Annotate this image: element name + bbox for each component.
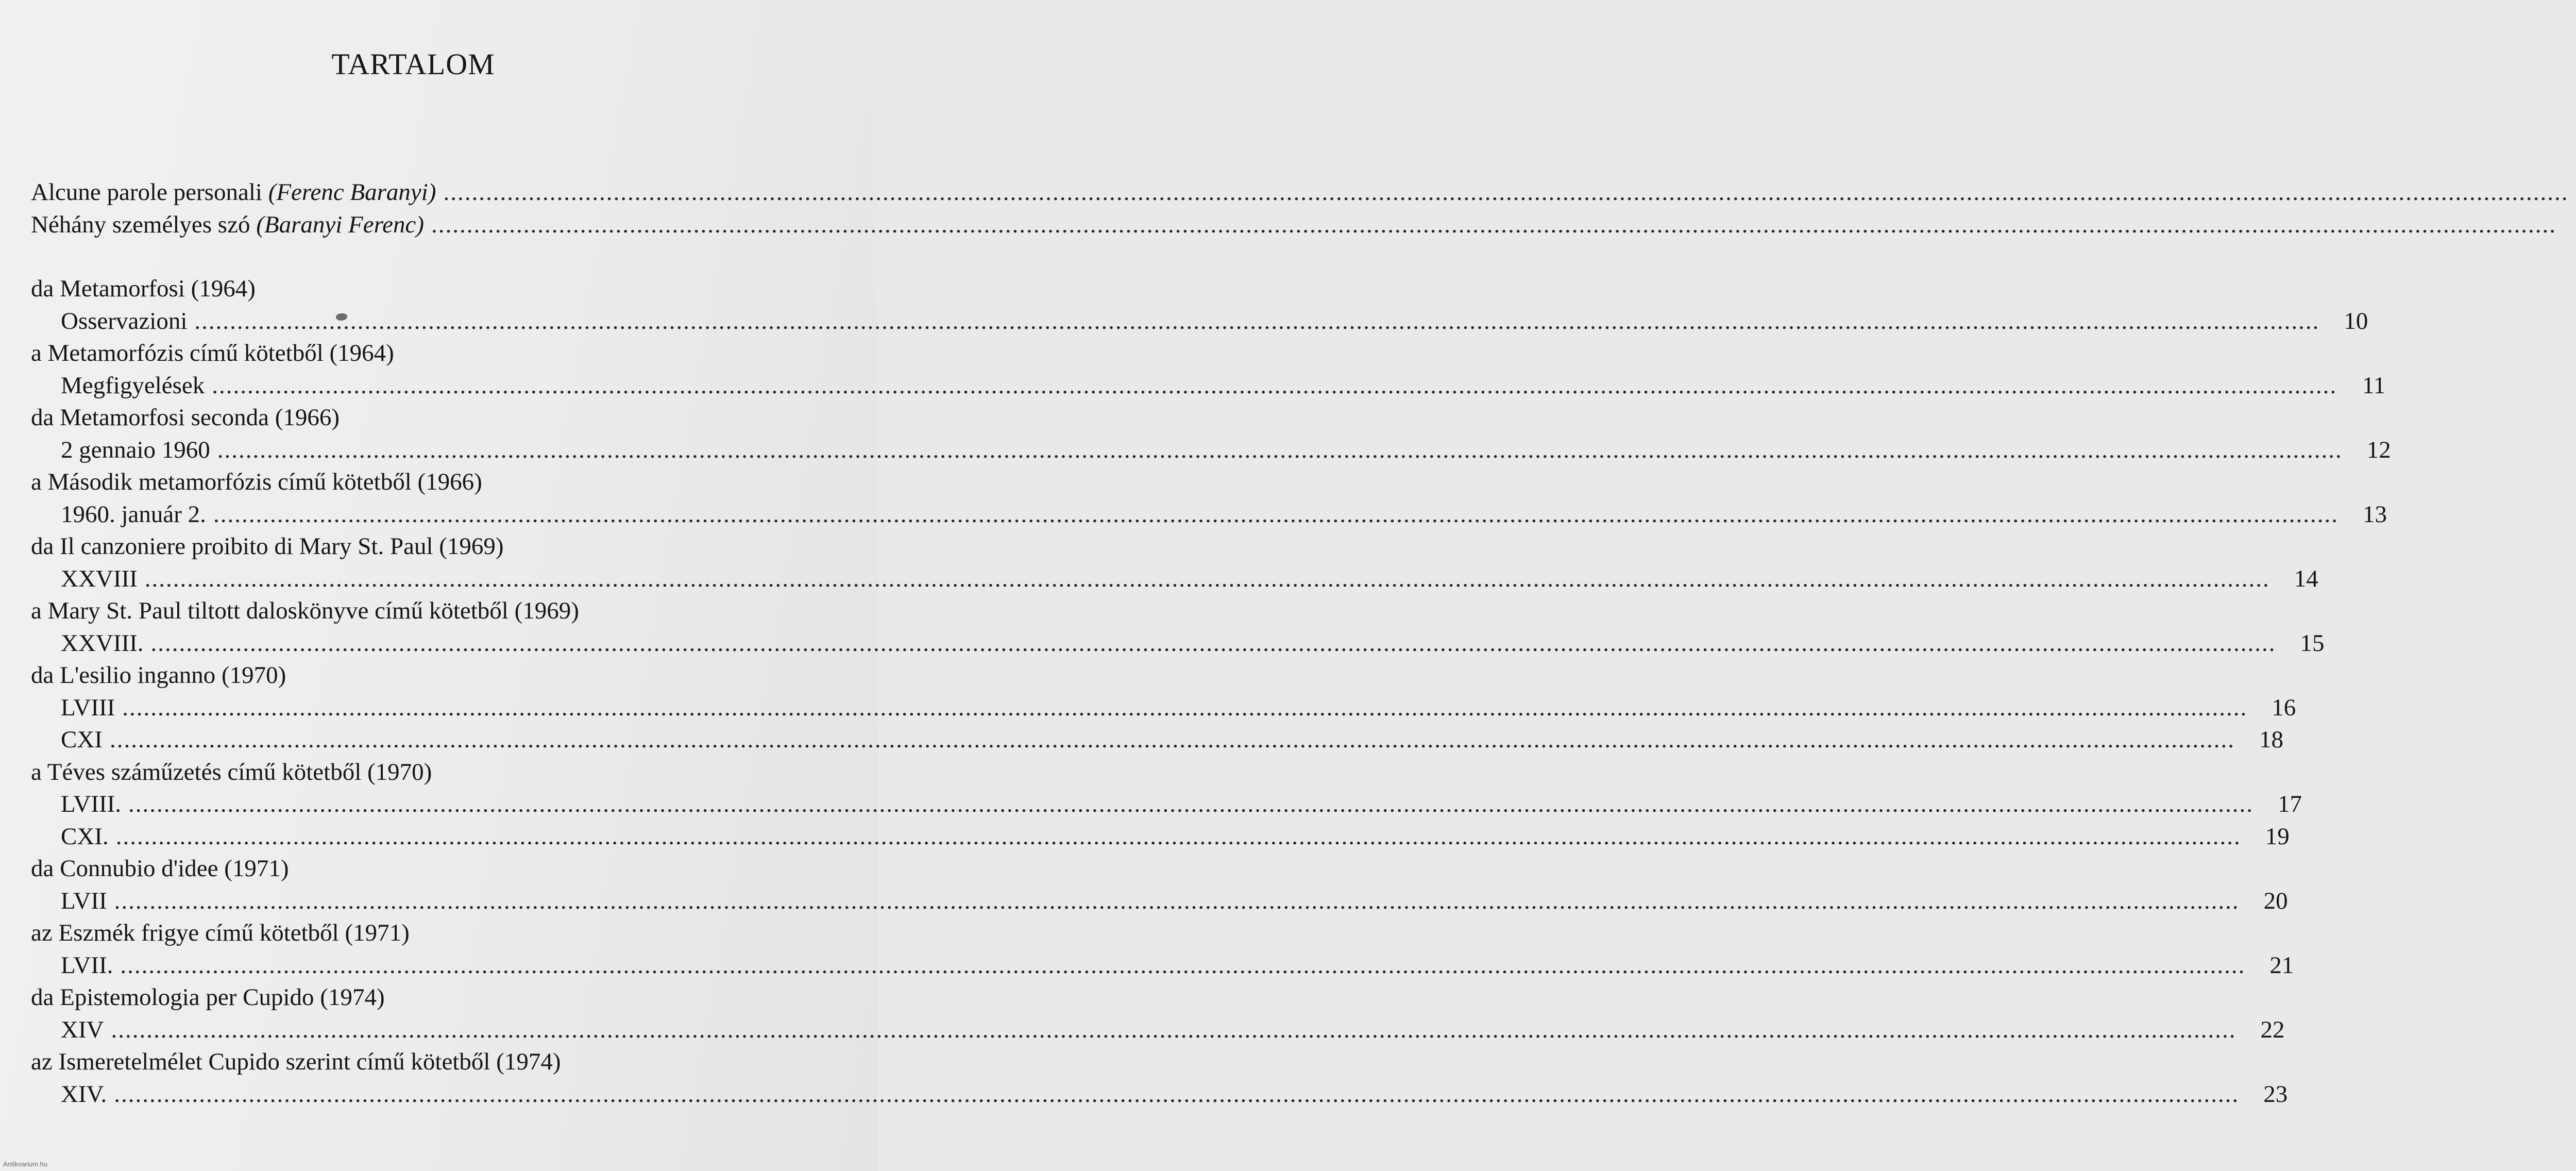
toc-section-heading: da Connubio d'idee (1971) — [31, 855, 289, 882]
entry-title: XIV. — [61, 1080, 107, 1108]
toc-section-heading: da Il canzoniere proibito di Mary St. Paul (1969) — [31, 533, 504, 560]
entry-title: XIV — [61, 1016, 104, 1043]
page-number: 16 — [2272, 694, 2296, 721]
entry-title: XXVIII — [61, 565, 138, 592]
dot-leader: ............................................................................................................................................................................................................................................................................................................ — [114, 1080, 2240, 1108]
dot-leader: ............................................................................................................................................................................................................................................................................................................ — [213, 500, 2338, 528]
toc-section-heading: da Epistemologia per Cupido (1974) — [31, 984, 385, 1011]
dot-leader: ............................................................................................................................................................................................................................................................................................................ — [150, 629, 2276, 657]
toc-entry — [31, 305, 2368, 338]
page-number: 12 — [2366, 436, 2391, 463]
dot-leader: ............................................................................................................................................................................................................................................................................................................ — [115, 823, 2241, 850]
entry-title: 1960. január 2. — [61, 500, 206, 528]
dot-leader: ............................................................................................................................................................................................................................................................................................................ — [120, 951, 2246, 979]
dot-leader: ............................................................................................................................................................................................................................................................................................................ — [443, 179, 2569, 206]
entry-author: (Baranyi Ferenc) — [256, 211, 425, 238]
toc-section-heading: da Metamorfosi seconda (1966) — [31, 404, 340, 431]
dot-leader: ............................................................................................................................................................................................................................................................................................................ — [212, 372, 2337, 399]
dot-leader: ............................................................................................................................................................................................................................................................................................................ — [122, 694, 2248, 721]
page-number: 22 — [2260, 1016, 2285, 1043]
entry-title: Osservazioni — [61, 307, 188, 334]
page-number: 21 — [2269, 951, 2294, 979]
toc-section-heading: az Eszmék frigye című kötetből (1971) — [31, 919, 410, 946]
toc-entry — [31, 563, 2318, 595]
dot-leader: ............................................................................................................................................................................................................................................................................................................ — [114, 887, 2240, 914]
toc-section-heading: a Mary St. Paul tiltott daloskönyve című kötetből (1969) — [31, 597, 579, 624]
toc-entry — [31, 788, 2302, 821]
page-number: 15 — [2300, 629, 2325, 657]
toc-entry — [31, 434, 2391, 466]
entry-title: Megfigyelések — [61, 372, 205, 399]
dot-leader: ............................................................................................................................................................................................................................................................................................................ — [217, 436, 2343, 463]
page-number: 14 — [2294, 565, 2318, 592]
toc-entry — [31, 1014, 2285, 1046]
page-number — [2556, 209, 2576, 241]
table-of-contents — [31, 176, 2569, 1110]
toc-entry — [31, 1078, 2288, 1111]
page-number: 23 — [2263, 1080, 2288, 1108]
toc-entry — [31, 370, 2386, 402]
page-number: 13 — [2362, 500, 2387, 528]
entry-title: Alcune parole personali (Ferenc Baranyi) — [31, 179, 436, 206]
dot-leader: ............................................................................................................................................................................................................................................................................................................ — [194, 307, 2320, 334]
toc-section-heading: da L'esilio inganno (1970) — [31, 662, 286, 689]
entry-title: LVII. — [61, 951, 113, 979]
toc-section-heading: da Metamorfosi (1964) — [31, 275, 256, 302]
toc-intro-entry — [31, 209, 2557, 241]
entry-title: CXI — [61, 726, 103, 753]
entry-title: 2 gennaio 1960 — [61, 436, 210, 463]
toc-section-heading: az Ismeretelmélet Cupido szerint című kötetből (1974) — [31, 1048, 561, 1075]
toc-entry — [31, 949, 2294, 982]
toc-section-heading: a Második metamorfózis című kötetből (1966) — [31, 469, 482, 495]
dot-leader: ............................................................................................................................................................................................................................................................................................................ — [109, 726, 2235, 753]
page-number: 20 — [2263, 887, 2288, 914]
entry-author: (Ferenc Baranyi) — [268, 179, 436, 206]
watermark: Antikvarium.hu — [3, 1160, 47, 1168]
entry-title: XXVIII. — [61, 629, 144, 657]
dot-leader: ............................................................................................................................................................................................................................................................................................................ — [144, 565, 2270, 592]
toc-entry — [31, 692, 2296, 724]
entry-title: LVII — [61, 887, 107, 914]
entry-title: LVIII. — [61, 791, 122, 817]
page-number: 18 — [2259, 726, 2283, 753]
page-title: TARTALOM — [331, 47, 495, 81]
dot-leader: ............................................................................................................................................................................................................................................................................................................ — [431, 211, 2557, 238]
toc-intro-entry — [31, 176, 2569, 209]
toc-entry — [31, 885, 2288, 917]
toc-section-heading: a Metamorfózis című kötetből (1964) — [31, 340, 394, 366]
entry-title: CXI. — [61, 823, 109, 850]
toc-section-heading: a Téves száműzetés című kötetből (1970) — [31, 758, 432, 785]
page-number: 11 — [2362, 372, 2386, 399]
page-number: 10 — [2344, 307, 2368, 334]
dot-leader: ............................................................................................................................................................................................................................................................................................................ — [128, 791, 2254, 817]
toc-entry — [31, 627, 2325, 660]
dot-leader: ............................................................................................................................................................................................................................................................................................................ — [111, 1016, 2236, 1043]
page-number: 17 — [2278, 791, 2302, 817]
page-number — [2569, 176, 2576, 208]
toc-entry — [31, 724, 2283, 756]
entry-title: Néhány személyes szó (Baranyi Ferenc) — [31, 211, 425, 238]
page-number: 19 — [2265, 823, 2290, 850]
toc-entry — [31, 498, 2387, 531]
toc-entry — [31, 821, 2290, 853]
entry-title: LVIII — [61, 694, 115, 721]
